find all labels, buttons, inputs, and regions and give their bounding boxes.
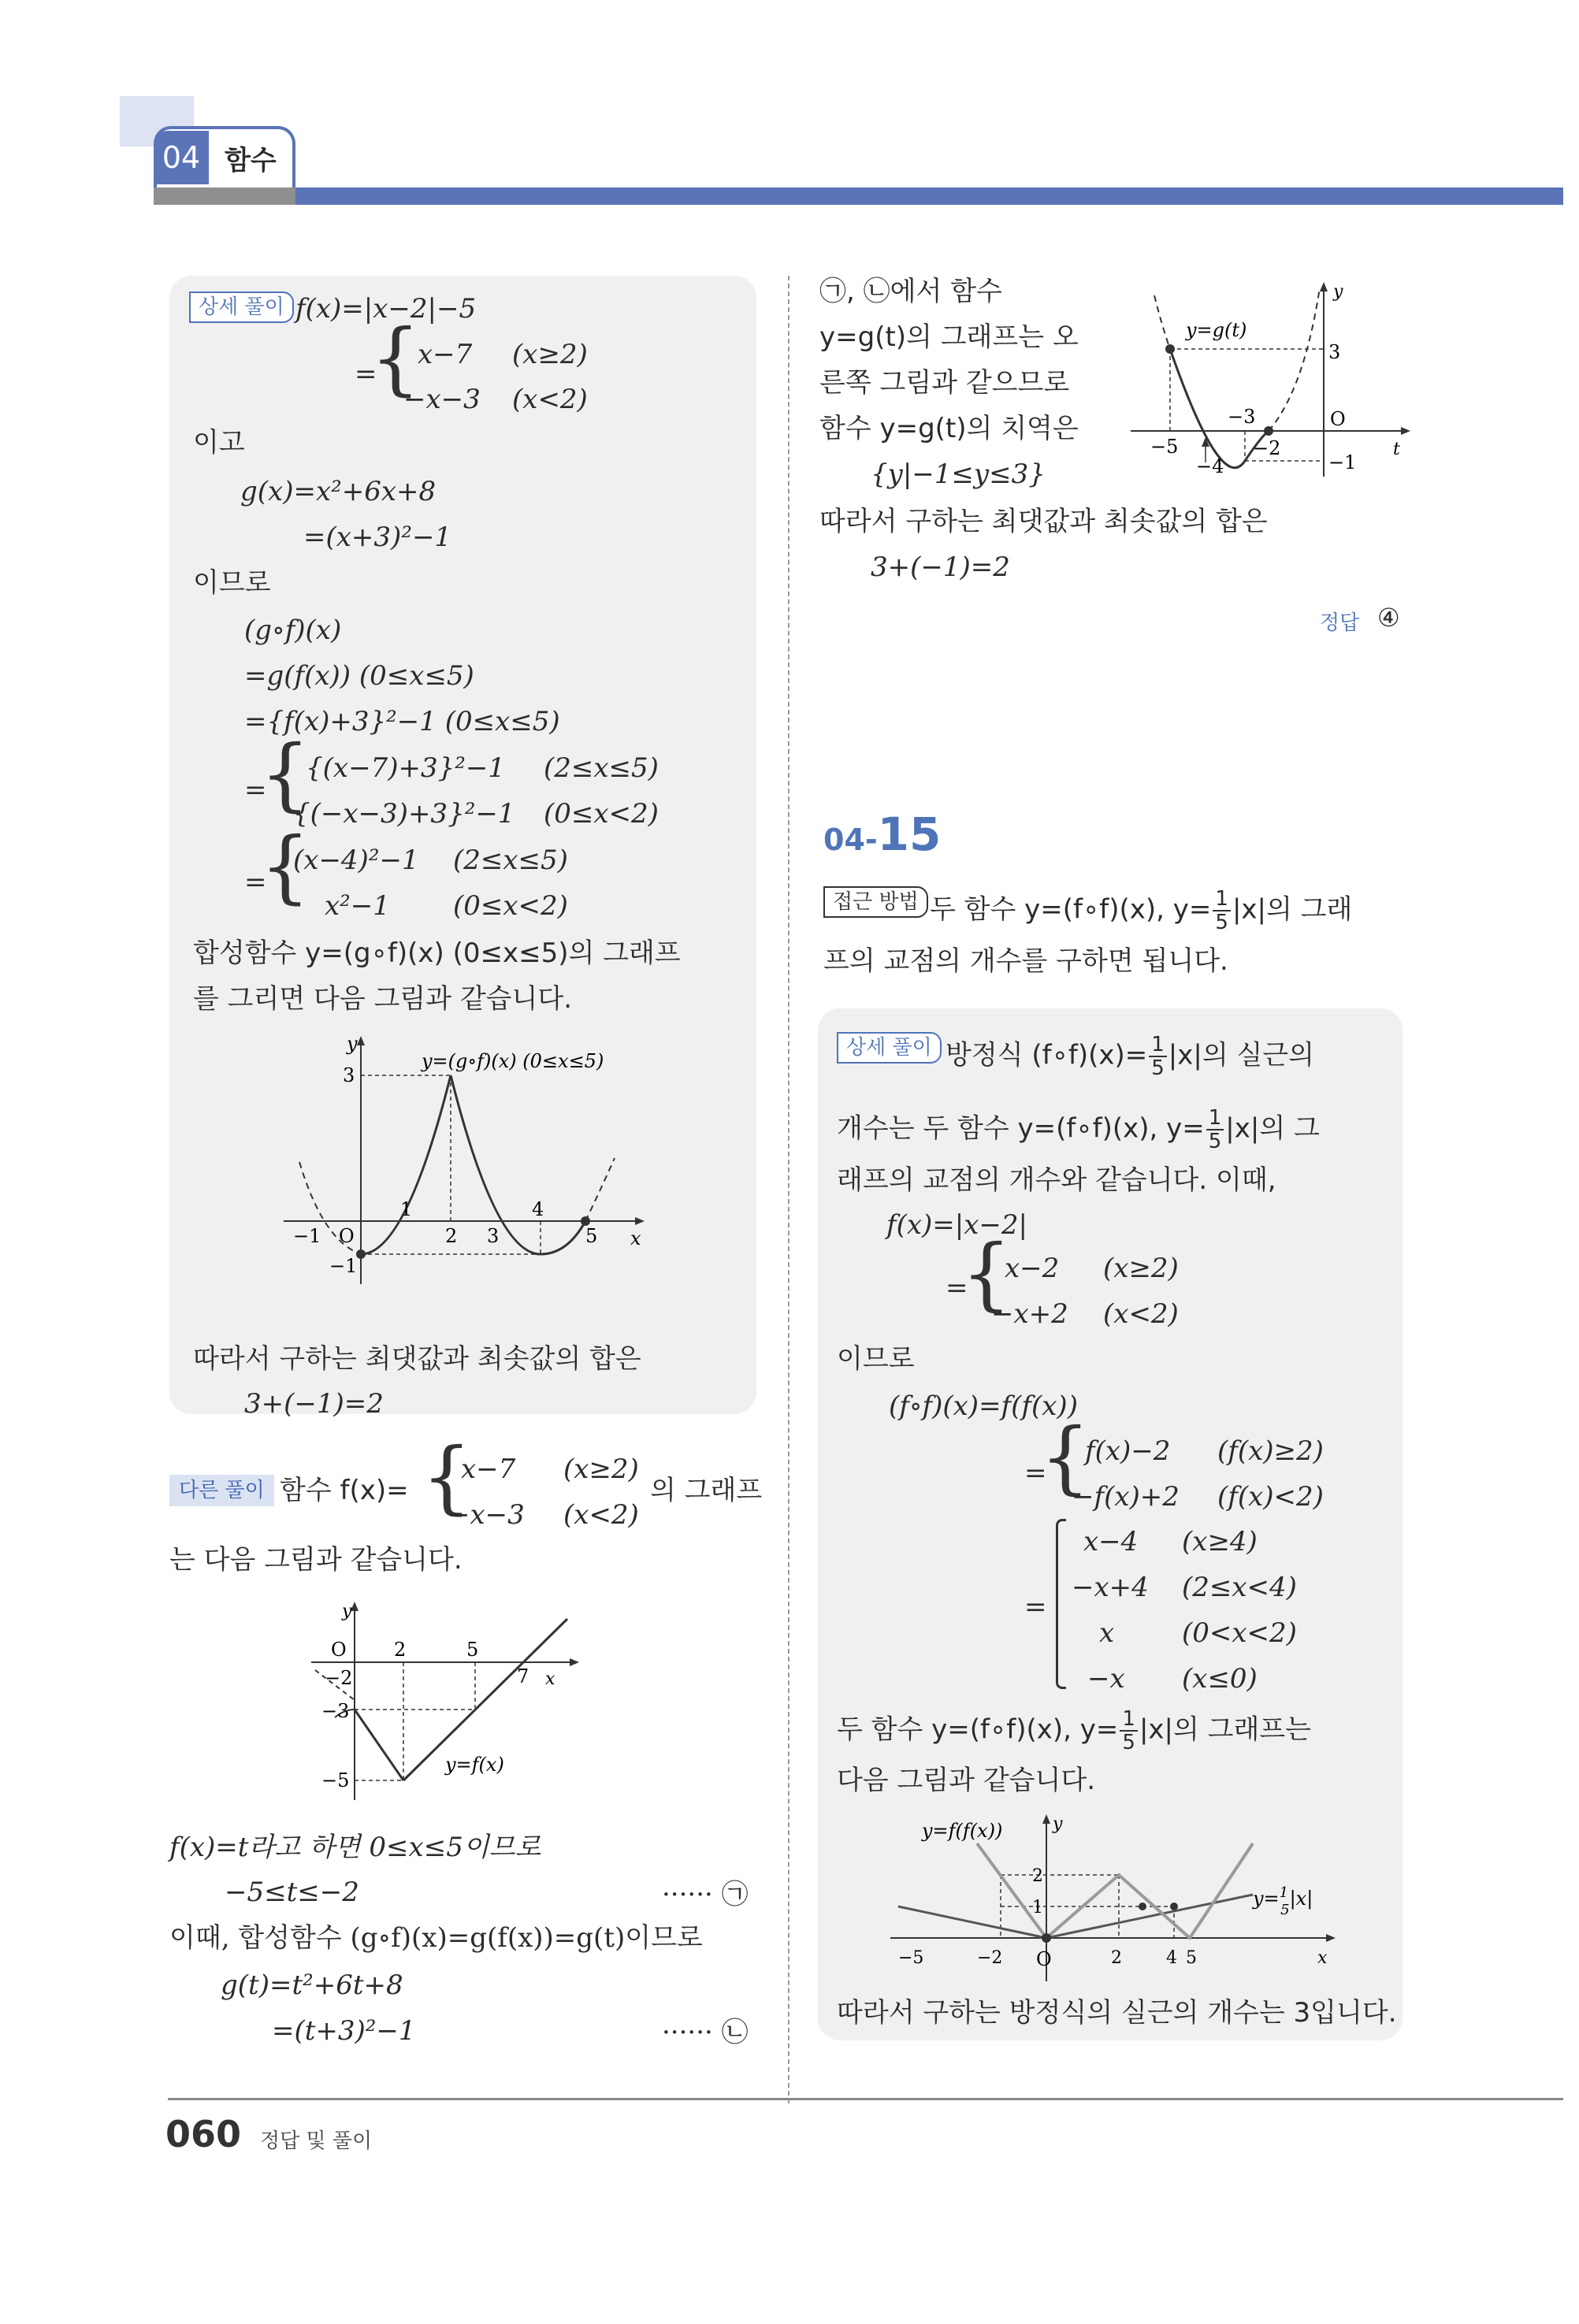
tick-label: 2 (1032, 1866, 1043, 1886)
result-line: 3+(−1)=2 (871, 551, 1010, 583)
case-cond: (2≤x≤5) (544, 752, 659, 784)
tick-label: 2 (394, 1639, 407, 1661)
curve-label: y=f(f(x)) (922, 1820, 1003, 1842)
tick-label: O (331, 1639, 347, 1661)
composite-line: (g∘f)(x) (244, 614, 342, 646)
tick-label: 7 (517, 1665, 529, 1687)
text-line (930, 888, 1352, 934)
text-fragment: 방정식 (f∘f)(x)= (946, 1039, 1148, 1071)
text-fragment: |x|의 그 (1225, 1112, 1320, 1145)
fraction-denominator: 5 (1215, 911, 1228, 934)
axis-label: x (545, 1669, 555, 1689)
g-of-t: g(t)=t²+6t+8 (221, 1969, 403, 2001)
tick-label: O (1036, 1948, 1052, 1970)
case-expr: {(−x−3)+3}²−1 (293, 798, 515, 830)
brace: { (422, 1431, 472, 1523)
fraction-denominator: 5 (1208, 1130, 1222, 1153)
problem-no: 15 (877, 807, 942, 861)
line-label-a: y= (1253, 1888, 1280, 1910)
g-of-t-square: =(t+3)²−1 (272, 2015, 416, 2047)
case-cond: (x<2) (1103, 1298, 1179, 1330)
case-cond: (x≥2) (563, 1453, 639, 1485)
problem-prefix: 04- (823, 822, 878, 857)
text-line: 함수 f(x)= (280, 1475, 409, 1506)
tick-label: −5 (321, 1769, 350, 1791)
case-cond: (x<2) (563, 1499, 639, 1531)
marker: ······ ㉡ (662, 2017, 749, 2048)
chapter-title: 함수 (225, 145, 277, 176)
brace: { (961, 1227, 1012, 1320)
fraction-numerator: 1 (1213, 888, 1231, 911)
answer-label: 정답 (1320, 611, 1360, 635)
page-number: 060 (165, 2113, 242, 2155)
text-fragment: |x|의 그래프는 (1139, 1713, 1311, 1746)
f-graph (307, 1599, 583, 1804)
footer-line (168, 2098, 1563, 2100)
brace: { (260, 728, 310, 820)
line-label (1252, 1884, 1313, 1918)
axis-label: y (1333, 282, 1343, 302)
header-bar (154, 187, 1563, 205)
composite-graph (268, 1028, 662, 1288)
tick-label: 3 (1328, 341, 1341, 363)
text-line: 따라서 구하는 최댓값과 최솟값의 합은 (193, 1343, 641, 1375)
range-set: {y|−1≤y≤3} (871, 458, 1046, 490)
g-graph (1127, 280, 1414, 481)
axis-label: y (1053, 1814, 1063, 1834)
case-cond: (f(x)<2) (1217, 1481, 1324, 1513)
axis-label: x (630, 1227, 641, 1249)
tick-label: 2 (445, 1225, 458, 1247)
case-expr: (x−4)²−1 (293, 845, 419, 876)
text-line (837, 1107, 1320, 1153)
text-line: y=g(t)의 그래프는 오 (819, 321, 1079, 353)
tick-label: −2 (977, 1948, 1003, 1968)
text-line: 이므로 (837, 1343, 915, 1375)
result-line: 3+(−1)=2 (244, 1388, 384, 1420)
range-line: −5≤t≤−2 (225, 1877, 359, 1908)
line-label-b: |x| (1289, 1888, 1313, 1910)
tick-label: −2 (1253, 437, 1281, 459)
text-fragment: 개수는 두 함수 y=(f∘f)(x), y= (837, 1112, 1205, 1145)
tick-label: −2 (325, 1667, 353, 1689)
case-expr: −x+4 (1072, 1572, 1149, 1603)
fraction (1206, 1107, 1224, 1153)
tick-label: 2 (1111, 1948, 1122, 1968)
text-line: 따라서 구하는 최댓값과 최솟값의 합은 (819, 506, 1268, 537)
fraction-numerator: 1 (1149, 1034, 1167, 1057)
f-definition: f(x)=|x−2|−5 (295, 293, 477, 325)
equals-sign: = (1024, 1591, 1047, 1623)
case-cond: (x≥2) (1103, 1253, 1179, 1284)
tick-label: −1 (329, 1255, 358, 1277)
case-expr: −f(x)+2 (1072, 1481, 1180, 1513)
case-expr: −x+2 (991, 1298, 1068, 1330)
tick-label: 3 (487, 1225, 500, 1247)
tick-label: 5 (585, 1225, 598, 1247)
header-bar-accent (154, 187, 295, 205)
axis-label: y (342, 1602, 352, 1621)
case-cond: (0≤x<2) (544, 798, 659, 830)
text-line: 다음 그림과 같습니다. (837, 1765, 1096, 1796)
page-label: 정답 및 풀이 (260, 2129, 373, 2153)
text-line: 따라서 구하는 방정식의 실근의 개수는 3입니다. (837, 1997, 1397, 2029)
tick-label: O (339, 1225, 355, 1247)
fraction-numerator: 1 (1120, 1708, 1138, 1732)
text-line: 이고 (193, 427, 245, 458)
case-cond: (0<x<2) (1182, 1617, 1297, 1649)
case-cond: (f(x)≥2) (1217, 1435, 1324, 1467)
detail-solution-tag: 상세 풀이 (837, 1032, 942, 1064)
text-line: 의 그래프 (650, 1475, 763, 1506)
axis-label: x (1317, 1948, 1328, 1968)
case-expr: x−2 (1005, 1253, 1060, 1284)
equals-sign: = (244, 867, 267, 898)
case-expr: −x−3 (448, 1499, 525, 1531)
case-cond: (x≥2) (512, 339, 588, 370)
tick-label: 5 (1186, 1948, 1197, 1968)
tick-label: −3 (321, 1700, 350, 1722)
tick-label: 5 (466, 1639, 479, 1661)
composite-line: ={f(x)+3}²−1 (0≤x≤5) (244, 706, 560, 737)
case-cond: (x≥4) (1182, 1526, 1258, 1557)
composite-line: =g(f(x)) (0≤x≤5) (244, 660, 474, 692)
case-expr: x−7 (461, 1453, 516, 1485)
tick-label: −5 (1150, 436, 1179, 458)
marker: ······ ㉠ (662, 1879, 749, 1910)
fraction-denominator: 5 (1122, 1731, 1135, 1754)
alternate-solution-tag: 다른 풀이 (169, 1475, 274, 1506)
fraction (1149, 1034, 1167, 1079)
text-fragment: 두 함수 y=(f∘f)(x), y= (837, 1713, 1119, 1746)
case-expr: x−4 (1083, 1526, 1139, 1557)
text-line: 는 다음 그림과 같습니다. (169, 1544, 463, 1576)
tick-label: −1 (1328, 451, 1357, 473)
case-expr: −x (1087, 1663, 1125, 1695)
approach-tag: 접근 방법 (823, 886, 928, 918)
tick-label: O (1330, 408, 1346, 430)
case-cond: (0≤x<2) (453, 890, 568, 922)
fraction-numerator: 1 (1206, 1107, 1224, 1130)
brace: { (260, 820, 310, 912)
text-line: 함수 y=g(t)의 치역은 (819, 413, 1079, 444)
text-fragment: |x|의 그래 (1232, 893, 1353, 926)
tick-label: −4 (1196, 455, 1224, 477)
tick-label: −1 (293, 1225, 321, 1247)
line-label-num: 1 (1279, 1884, 1289, 1901)
case-cond: (2≤x<4) (1182, 1572, 1297, 1603)
case-expr: f(x)−2 (1085, 1435, 1171, 1467)
case-expr: x (1099, 1617, 1115, 1649)
text-line (946, 1034, 1314, 1079)
case-expr: x²−1 (325, 890, 390, 922)
equals-sign: = (355, 358, 377, 390)
text-line (837, 1708, 1311, 1754)
fraction (1213, 888, 1231, 934)
equals-sign: = (244, 774, 267, 806)
text-line: 이므로 (193, 567, 271, 599)
text-line: 를 그리면 다음 그림과 같습니다. (193, 983, 573, 1015)
case-expr: x−7 (418, 339, 473, 370)
text-fragment: 두 함수 y=(f∘f)(x), y= (930, 893, 1212, 926)
line-label-den: 5 (1280, 1902, 1290, 1918)
tick-label: −5 (898, 1948, 924, 1968)
case-cond: (x≤0) (1182, 1663, 1258, 1695)
brace: { (370, 312, 421, 404)
axis-label: t (1393, 440, 1400, 459)
text-line: f(x)=t라고 하면 0≤x≤5이므로 (169, 1832, 541, 1863)
brace: { (1040, 1411, 1090, 1503)
brace (1056, 1519, 1066, 1689)
ff-graph (882, 1812, 1347, 1985)
curve-label: y=(g∘f)(x) (0≤x≤5) (422, 1050, 604, 1072)
tick-label: 3 (343, 1064, 355, 1086)
composite-def: (f∘f)(x)=f(f(x)) (889, 1390, 1078, 1422)
f-definition: f(x)=|x−2| (886, 1209, 1027, 1241)
tick-label: 4 (1166, 1948, 1177, 1968)
case-cond: (2≤x≤5) (453, 845, 568, 876)
column-divider (788, 276, 790, 2103)
tick-label: 1 (1032, 1898, 1043, 1917)
case-expr: {(x−7)+3}²−1 (306, 752, 505, 784)
text-line: 프의 교점의 개수를 구하면 됩니다. (823, 945, 1228, 977)
fraction (1120, 1708, 1138, 1754)
g-definition: g(x)=x²+6x+8 (240, 476, 437, 507)
tick-label: −3 (1228, 406, 1256, 428)
answer-value: ④ (1377, 603, 1400, 633)
g-completed-square: =(x+3)²−1 (303, 522, 452, 553)
tick-label: 1 (400, 1198, 413, 1220)
case-cond: (x<2) (512, 384, 588, 415)
tick-label: 4 (532, 1198, 544, 1220)
text-line: 합성함수 y=(g∘f)(x) (0≤x≤5)의 그래프 (193, 937, 681, 969)
axis-label: y (347, 1033, 358, 1055)
fraction-denominator: 5 (1151, 1056, 1165, 1080)
problem-number (823, 807, 941, 861)
chapter-number: 04 (154, 131, 209, 184)
detail-solution-tag: 상세 풀이 (189, 291, 294, 323)
text-line: 래프의 교점의 개수와 같습니다. 이때, (837, 1164, 1276, 1196)
case-expr: −x−3 (403, 384, 481, 415)
text-line: ㉠, ㉡에서 함수 (819, 276, 1002, 307)
text-line: 이때, 합성함수 (g∘f)(x)=g(f(x))=g(t)이므로 (169, 1922, 703, 1954)
curve-label: y=g(t) (1186, 319, 1247, 341)
curve-label: y=f(x) (445, 1754, 504, 1776)
equals-sign: = (1024, 1457, 1047, 1489)
text-line: 른쪽 그림과 같으므로 (819, 367, 1070, 399)
equals-sign: = (946, 1272, 968, 1304)
text-fragment: |x|의 실근의 (1168, 1039, 1314, 1071)
